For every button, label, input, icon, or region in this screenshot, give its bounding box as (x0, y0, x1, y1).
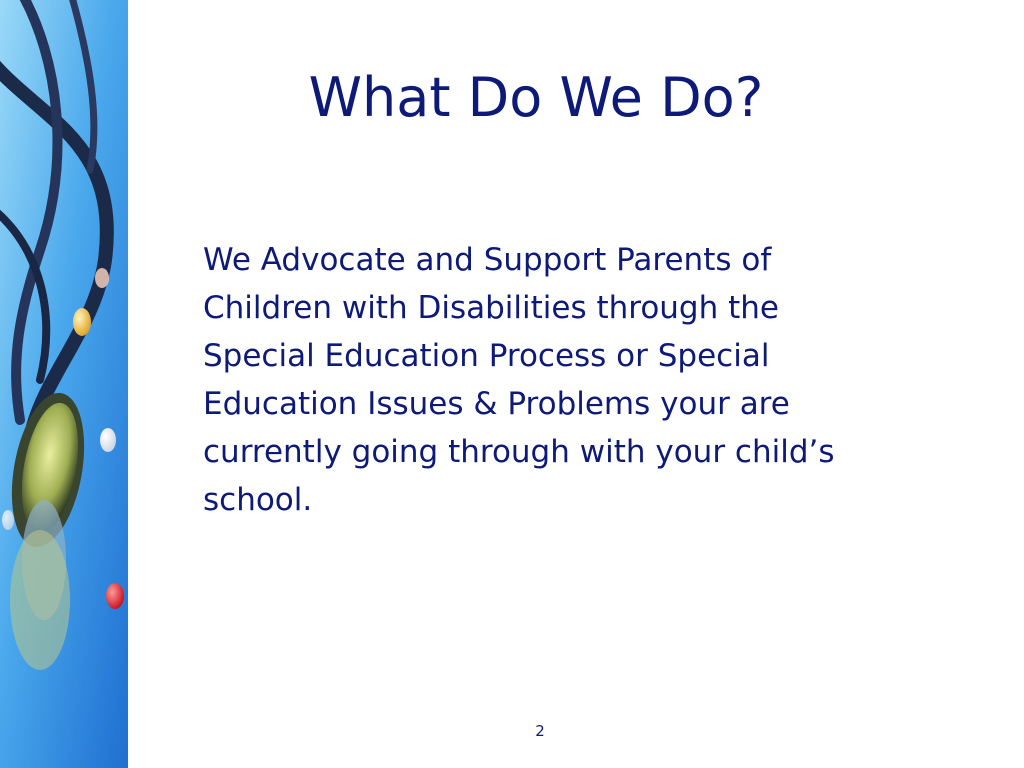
slide-title: What Do We Do? (308, 66, 764, 129)
body-line: school. (203, 482, 313, 518)
body-line: Education Issues & Problems your are (203, 386, 790, 422)
slide-body-text (203, 236, 943, 524)
body-line: Special Education Process or Special (203, 338, 770, 374)
stethoscope-pills-decoration-icon (0, 0, 128, 768)
body-line: We Advocate and Support Parents of (203, 242, 772, 278)
body-line: Children with Disabilities through the (203, 290, 779, 326)
page-number: 2 (535, 722, 545, 740)
body-line: currently going through with your child’s (203, 434, 835, 470)
